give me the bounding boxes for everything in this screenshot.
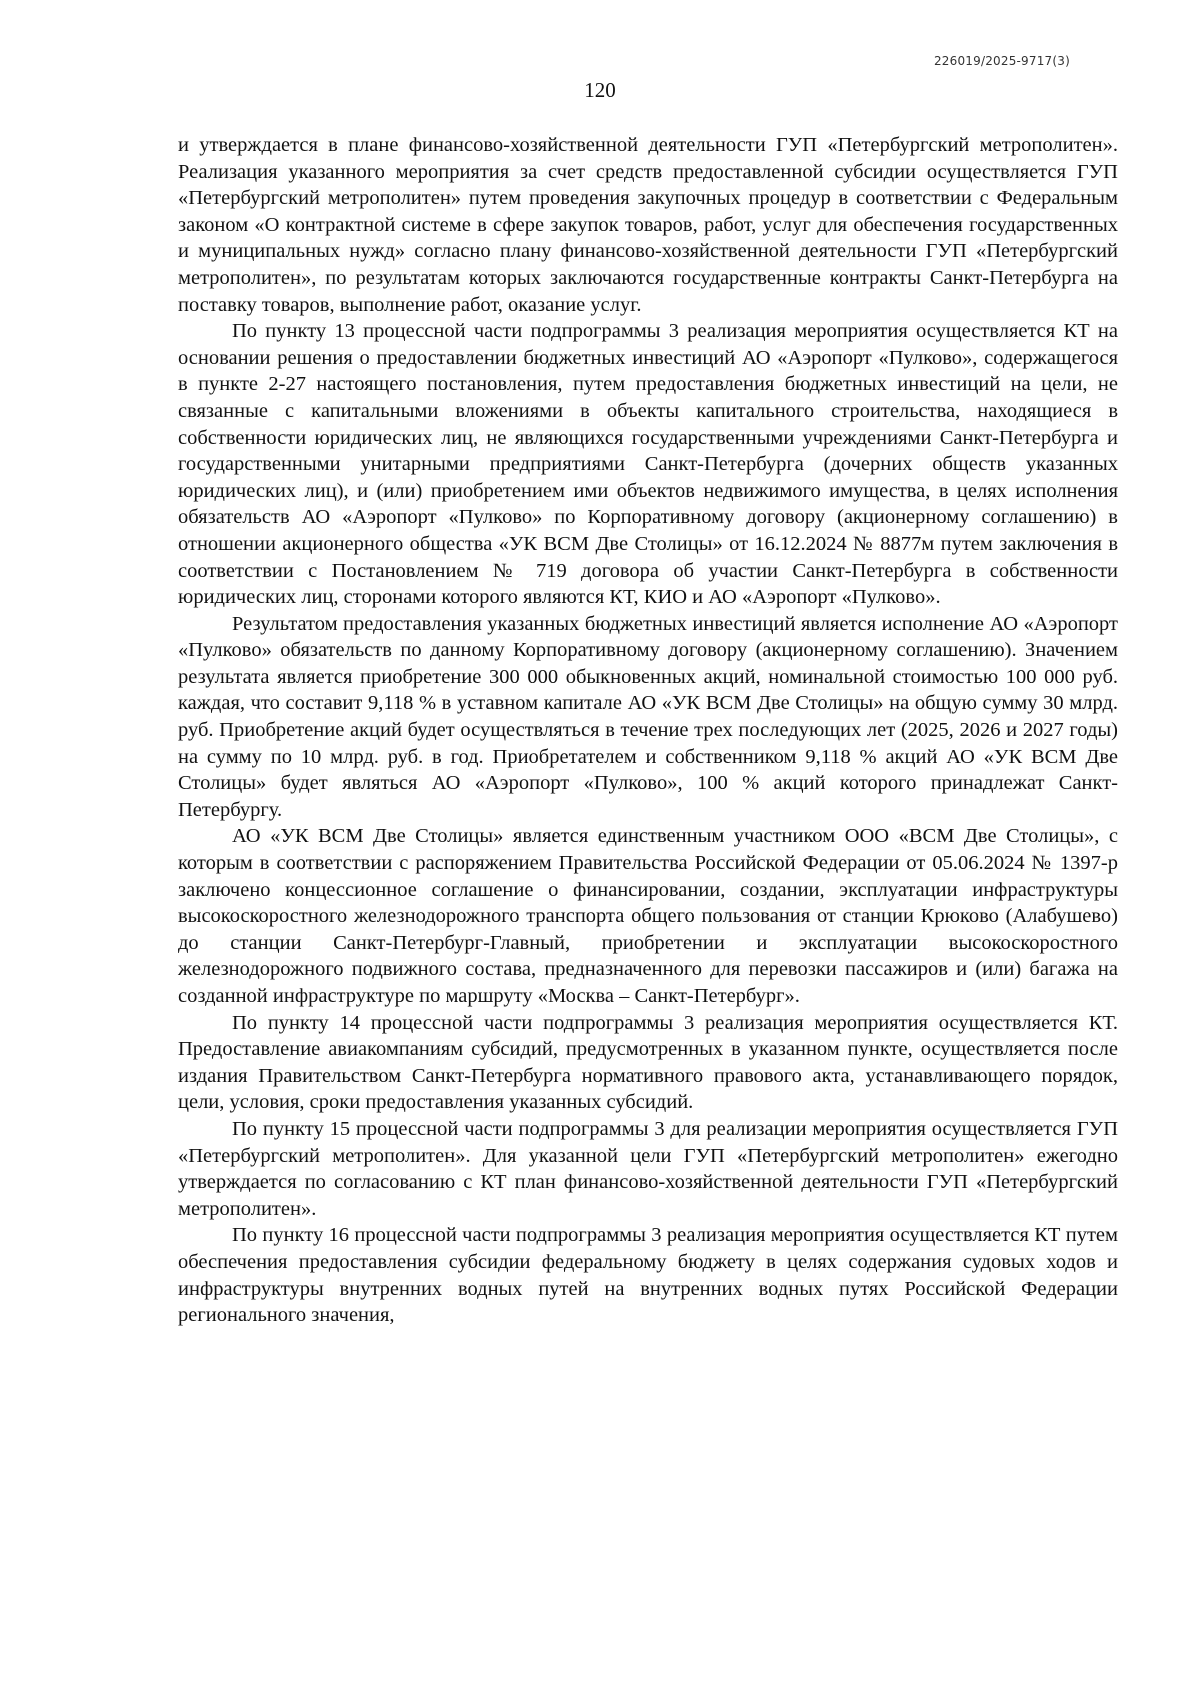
paragraph: По пункту 15 процессной части подпрограммы 3 для реализации мероприятия осуществляется ГУП «Петербургский метрополитен». Для указанной цели ГУП «Петербургский метрополитен» ежегодно утверждается по согласованию с КТ план финансово-хозяйственной деятельности ГУП «Петербургский метрополитен». xyxy=(178,1117,1118,1220)
paragraph: Результатом предоставления указанных бюджетных инвестиций является исполнение АО «Аэропорт «Пулково» обязательств по данному Корпоративному договору (акционерному соглашению). Значением результата является приобретение 300 000 обыкновенных акций, номинальной стоимостью 100 000 руб. каждая, что составит 9,118 % в уставном капитале АО «УК ВСМ Две Столицы» на общую сумму 30 млрд. руб. Приобретение акций будет осуществляться в течение трех последующих лет (2025, 2026 и 2027 годы) на сумму по 10 млрд. руб. в год. Приобретателем и собственником 9,118 % акций АО «УК ВСМ Две Столицы» будет являться АО «Аэропорт «Пулково», 100 % акций которого принадлежат Санкт-Петербургу. xyxy=(178,612,1118,821)
page-number: 120 xyxy=(584,78,616,102)
paragraph: По пункту 16 процессной части подпрограммы 3 реализация мероприятия осуществляется КТ путем обеспечения предоставления субсидии федеральному бюджету в целях содержания судовых ходов и инфраструктуры внутренних водных путей на внутренних водных путях Российской Федерации регионального значения, xyxy=(178,1224,1118,1327)
paragraph: По пункту 14 процессной части подпрограммы 3 реализация мероприятия осуществляется КТ. Предоставление авиакомпаниям субсидий, предусмотренных в указанном пункте, осуществляется после издания Правительством Санкт-Петербурга нормативного правового акта, устанавливающего порядок, цели, условия, сроки предоставления указанных субсидий. xyxy=(178,1011,1118,1114)
document-body xyxy=(178,132,1118,1329)
paragraph: По пункту 13 процессной части подпрограммы 3 реализация мероприятия осуществляется КТ на основании решения о предоставлении бюджетных инвестиций АО «Аэропорт «Пулково», содержащегося в пункте 2-27 настоящего постановления, путем предоставления бюджетных инвестиций на цели, не связанные с капитальными вложениями в объекты капитального строительства, находящиеся в собственности юридических лиц, не являющихся государственными учреждениями Санкт-Петербурга и государственными унитарными предприятиями Санкт-Петербурга (дочерних обществ указанных юридических лиц), и (или) приобретением ими объектов недвижимого имущества, в целях исполнения обязательств АО «Аэропорт «Пулково» по Корпоративному договору (акционерному соглашению) в отношении акционерного общества «УК ВСМ Две Столицы» от 16.12.2024 № 8877м путем заключения в соответствии с Постановлением № 719 договора об участии Санкт-Петербурга в собственности юридических лиц, сторонами которого являются КТ, КИО и АО «Аэропорт «Пулково». xyxy=(178,320,1118,609)
paragraph: и утверждается в плане финансово-хозяйственной деятельности ГУП «Петербургский метрополитен». Реализация указанного мероприятия за счет средств предоставленной субсидии осуществляется ГУП «Петербургский метрополитен» путем проведения закупочных процедур в соответствии с Федеральным законом «О контрактной системе в сфере закупок товаров, работ, услуг для обеспечения государственных и муниципальных нужд» согласно плану финансово-хозяйственной деятельности ГУП «Петербургский метрополитен», по результатам которых заключаются государственные контракты Санкт-Петербурга на поставку товаров, выполнение работ, оказание услуг. xyxy=(178,134,1118,316)
paragraph: АО «УК ВСМ Две Столицы» является единственным участником ООО «ВСМ Две Столицы», с которым в соответствии с распоряжением Правительства Российской Федерации от 05.06.2024 № 1397-р заключено концессионное соглашение о финансировании, создании, эксплуатации инфраструктуры высокоскоростного железнодорожного транспорта общего пользования от станции Крюково (Алабушево) до станции Санкт-Петербург-Главный, приобретении и эксплуатации высокоскоростного железнодорожного подвижного состава, предназначенного для перевозки пассажиров и (или) багажа на созданной инфраструктуре по маршруту «Москва – Санкт-Петербург». xyxy=(178,825,1118,1007)
document-registration-number: 226019/2025-9717(3) xyxy=(933,54,1070,68)
